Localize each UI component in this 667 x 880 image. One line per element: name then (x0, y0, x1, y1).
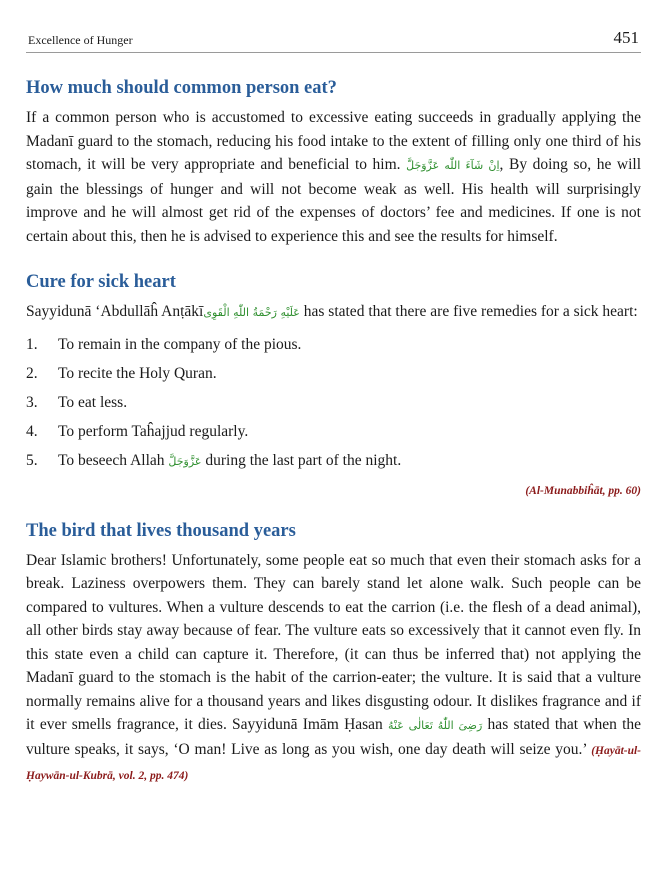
remedies-list (26, 335, 641, 472)
list-item (26, 393, 641, 413)
page-header (26, 30, 641, 53)
list-text: To beseech Allah (58, 451, 165, 469)
arabic-phrase: رَضِیَ اللّٰهُ تَعَالٰی عَنْهُ (388, 719, 483, 732)
paragraph-common-person (26, 106, 641, 248)
list-text: To remain in the company of the pious. (58, 335, 302, 353)
paragraph-bird (26, 549, 641, 789)
reference-line (26, 481, 641, 499)
paragraph-text: Sayyidunā ‘Abdullāĥ Anṭākī (26, 303, 204, 320)
section-heading-bird: The bird that lives thousand years (26, 520, 296, 541)
paragraph-text: , By doing so, he will gain the blessings of hunger and will not become weak as well. His health will surprisingly improve and he will almost get rid of the expenses of doctors’ fee and medicines. If one is not certain about this, then he is advised to experience this and see the results for himself. (26, 156, 642, 245)
paragraph-text: Dear Islamic brothers! Unfortunately, some people eat so much that even their stomach asks for a break. Laziness overpowers them. They can barely stand let alone walk. Such people can be compared to vultures. When a vulture descends to eat the carrion (i.e. the flesh of a dead animal), all other birds stay away because of fear. The vulture eats so excessively that it cannot even fly. In this state even a child can capture it. Therefore, (it can thus be inferred that) not applying the Madanī guard to the stomach is the habit of the carrion-eater; the vulture. It is said that a vulture normally remains alive for a thousand years and likes disgusting odour. It dislikes fragrance and if it ever smells fragrance, it dies. Sayyidunā Imām Ḥasan (26, 551, 641, 733)
list-text: To perform Taĥajjud regularly. (58, 422, 249, 440)
page-content (26, 76, 641, 789)
section-heading-sick-heart: Cure for sick heart (26, 272, 176, 292)
paragraph-text: If a common person who is accustomed to excessive eating succeeds in gradually applying the Madanī guard to the stomach, reducing his food intake to the extent of filling only one third of his stomach, it will be very appropriate and beneficial to him. (26, 109, 641, 173)
page-number: 451 (613, 28, 639, 47)
list-number: 3. (26, 393, 38, 411)
list-text: To recite the Holy Quran. (58, 364, 217, 382)
list-item (26, 335, 641, 355)
list-number: 5. (26, 451, 38, 469)
paragraph-sick-heart-intro (26, 300, 641, 325)
list-item (26, 364, 641, 384)
list-item (26, 451, 641, 472)
reference-citation: (Al-Munabbiĥāt, pp. 60) (525, 484, 641, 497)
list-text: during the last part of the night. (201, 451, 402, 469)
list-item (26, 422, 641, 442)
list-number: 2. (26, 364, 38, 382)
section-heading-common-person: How much should common person eat? (26, 78, 337, 98)
list-number: 4. (26, 422, 38, 440)
list-text: To eat less. (58, 393, 128, 411)
paragraph-text: has stated that there are five remedies for a sick heart: (299, 303, 638, 320)
arabic-phrase: اِنْ شَآءَ اللّٰه عَزَّوَجَلَّ (406, 159, 500, 172)
list-number: 1. (26, 335, 38, 353)
reference-citation: (Ḥayāt-ul-Ḥaywān-ul-Kubrā, vol. 2, pp. 474) (26, 744, 642, 782)
arabic-phrase: عَلَيْهِ رَحْمَةُ اللّٰهِ الْقَوِى (203, 306, 300, 319)
arabic-phrase: عَزَّوَجَلَّ (168, 454, 202, 468)
paragraph-text: has stated that when the vulture speaks, it says, ‘O man! Live as long as you wish, one day death will seize you.’ (26, 716, 642, 758)
running-header-title: Excellence of Hunger (28, 33, 133, 47)
